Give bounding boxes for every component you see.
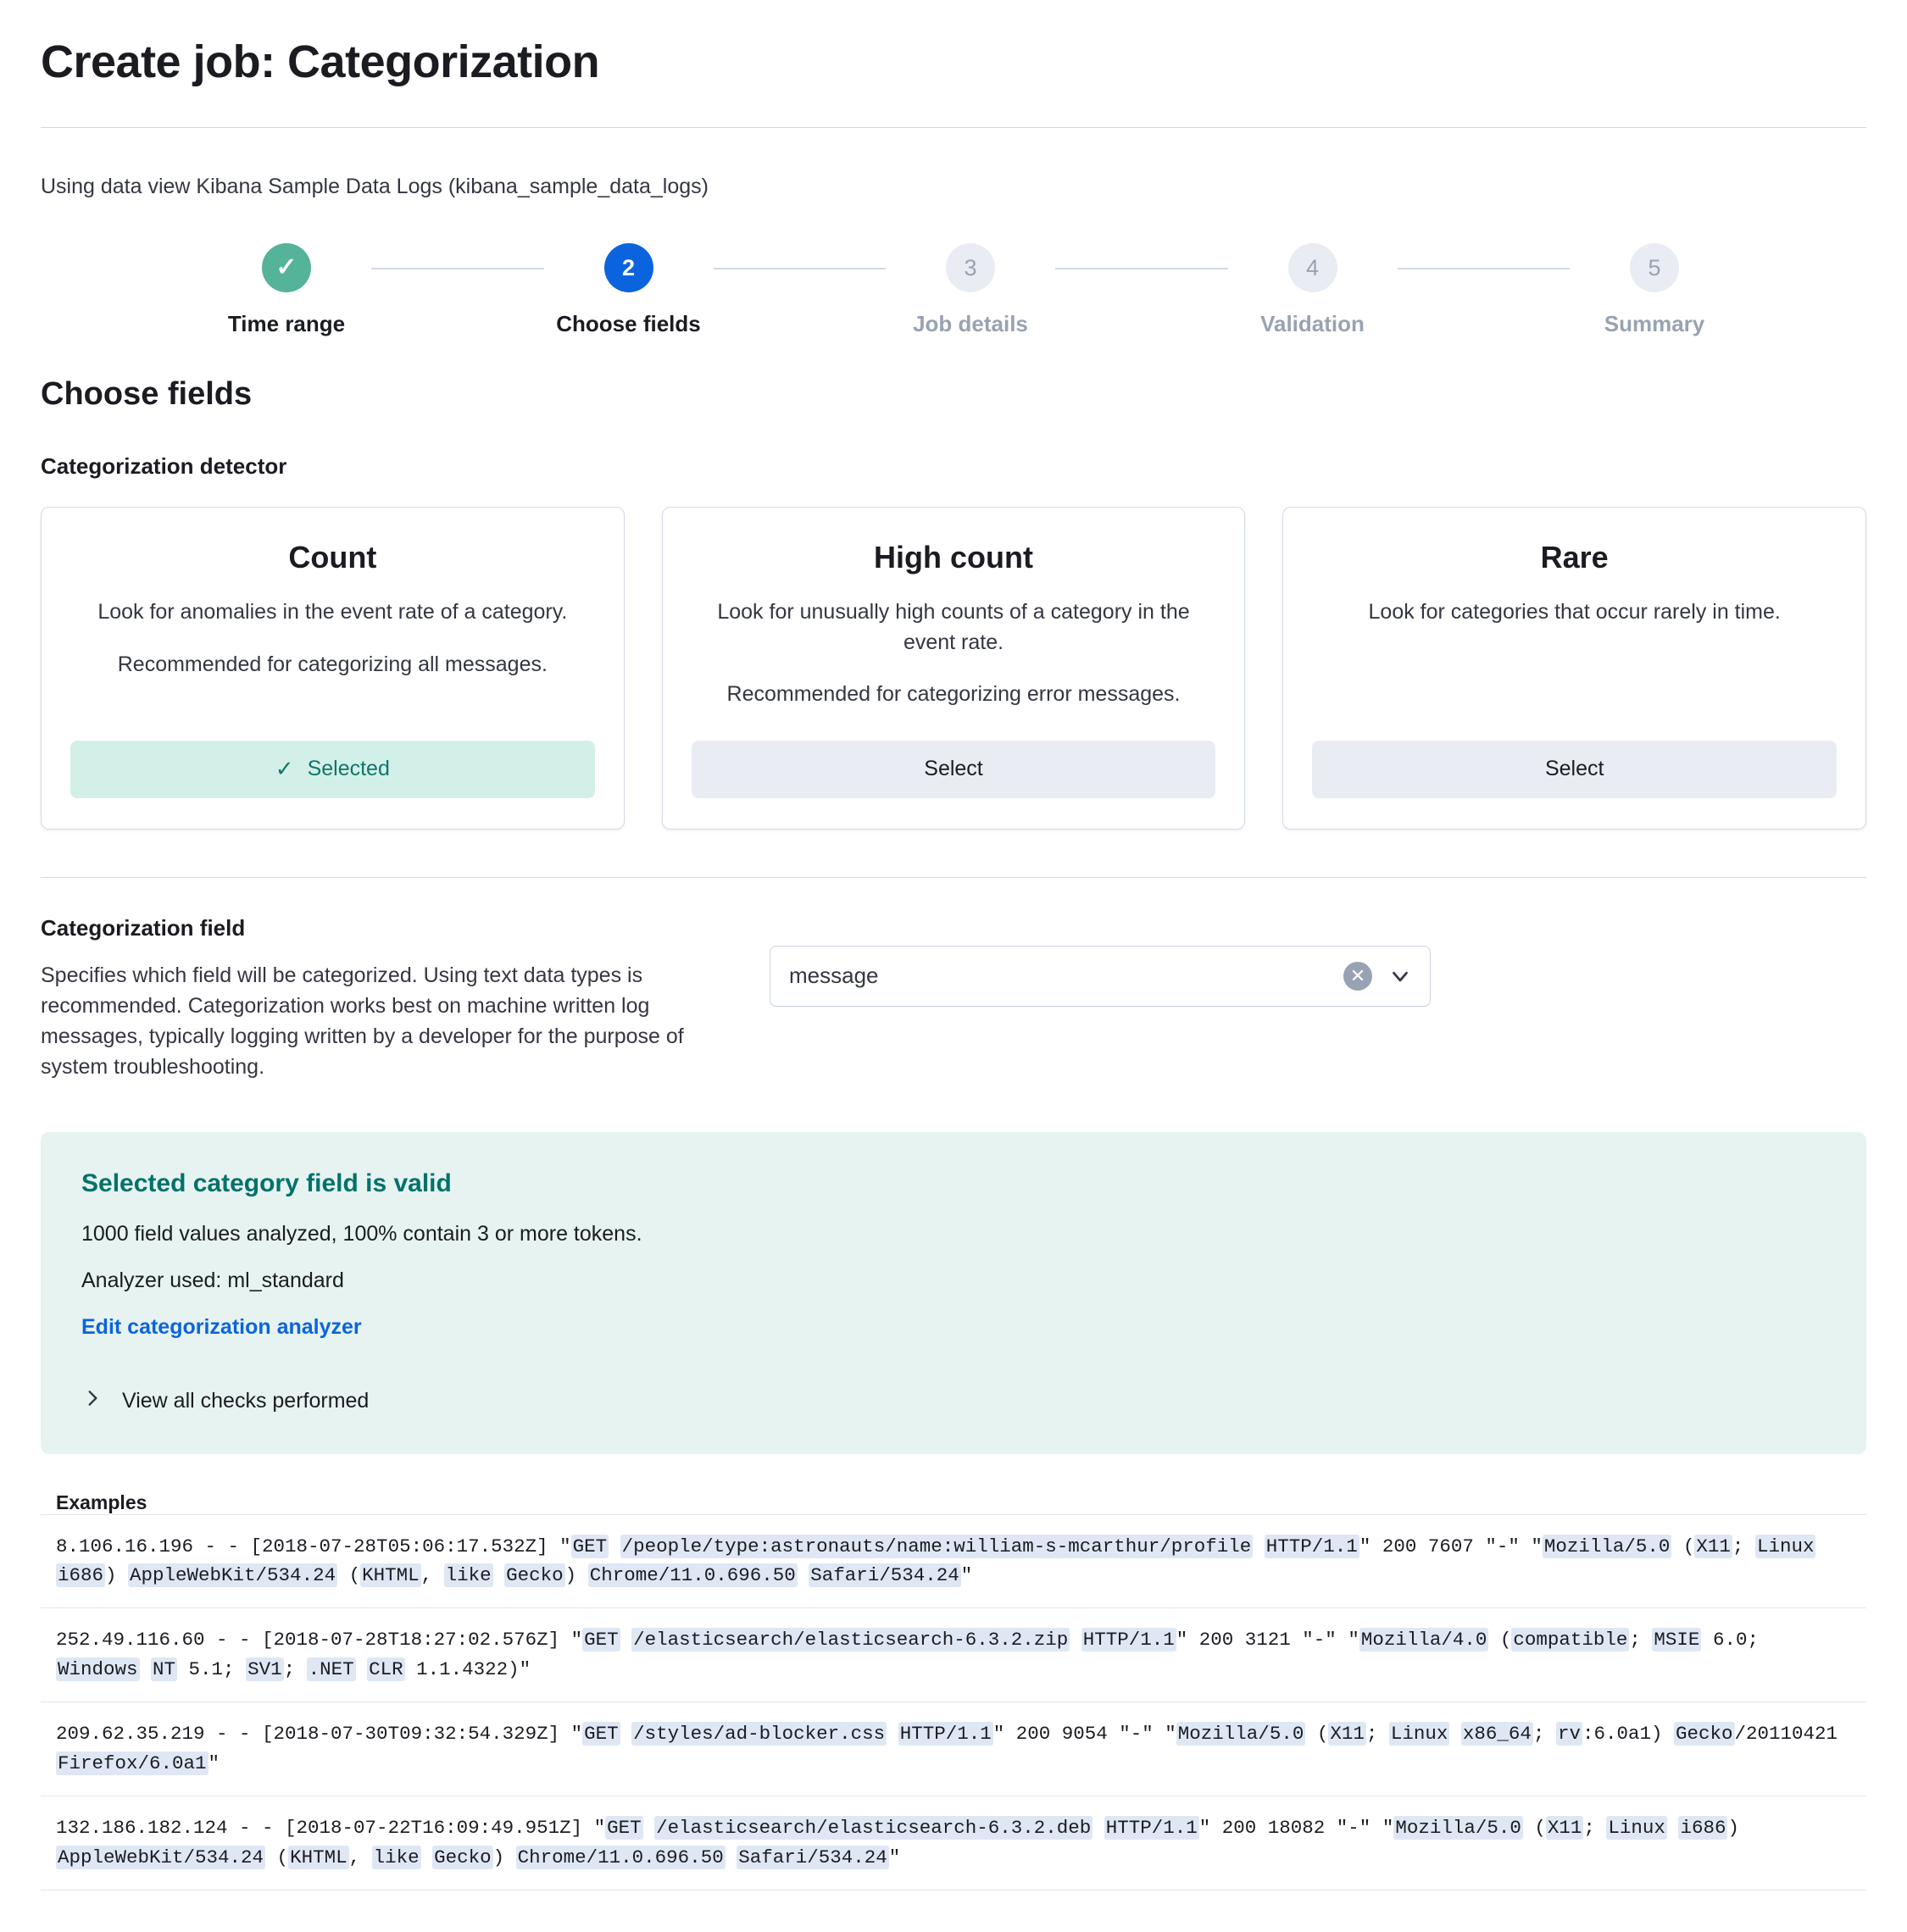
- example-row: 252.49.116.60 - - [2018-07-28T18:27:02.576Z] "GET /elasticsearch/elasticsearch-6.3.2.zip HTTP/1.1" 200 3121 "-" "Mozilla/4.0 (compatible; MSIE 6.0; Windows NT 5.1; SV1; .NET CLR 1.1.4322)": [41, 1607, 1866, 1702]
- detector-select-button-high-count[interactable]: [692, 741, 1216, 798]
- detector-card-rare[interactable]: [1282, 507, 1866, 830]
- detector-select-button-label: Select: [924, 757, 983, 780]
- detector-card-desc-1: Look for unusually high counts of a category in the event rate.: [717, 600, 1190, 654]
- step-choose-fields[interactable]: [544, 243, 714, 337]
- categorization-field-description-block: [41, 915, 719, 1083]
- step-2-circle: 2: [604, 243, 653, 292]
- categorization-field-title: Categorization field: [41, 914, 246, 941]
- step-5-circle: 5: [1630, 243, 1679, 292]
- step-time-range[interactable]: [202, 243, 371, 337]
- detector-card-title: Count: [288, 540, 377, 575]
- detector-card-count[interactable]: [41, 507, 625, 830]
- wizard-stepper: [41, 243, 1866, 337]
- validation-callout: [41, 1132, 1866, 1454]
- categorization-field-row: [41, 915, 1866, 1083]
- examples-list: [41, 1514, 1866, 1890]
- callout-line-2: Analyzer used: ml_standard: [81, 1268, 344, 1292]
- clear-icon[interactable]: ✕: [1343, 962, 1372, 991]
- section-title-choose-fields: Choose fields: [41, 376, 253, 412]
- view-all-checks-accordion[interactable]: [81, 1387, 1826, 1415]
- card-spacer: [1312, 650, 1837, 741]
- edit-categorization-analyzer-link[interactable]: Edit categorization analyzer: [81, 1314, 362, 1339]
- example-row: 209.62.35.219 - - [2018-07-30T09:32:54.329Z] "GET /styles/ad-blocker.css HTTP/1.1" 200 9054 "-" "Mozilla/5.0 (X11; Linux x86_64; rv:6.0a1) Gecko/20110421 Firefox/6.0a1": [41, 1702, 1866, 1796]
- step-3-label: Job details: [913, 311, 1028, 336]
- data-view-description: Using data view Kibana Sample Data Logs (kibana_sample_data_logs): [41, 175, 709, 198]
- header-divider: [41, 127, 1866, 128]
- detector-select-button-label: Select: [1544, 757, 1604, 780]
- check-icon: ✓: [275, 756, 294, 781]
- detector-card-list: [41, 507, 1866, 830]
- detector-card-high-count[interactable]: [662, 507, 1246, 830]
- step-connector-2: [714, 268, 887, 269]
- example-row: 8.106.16.196 - - [2018-07-28T05:06:17.532Z] "GET /people/type:astronauts/name:william-s-mcarthur/profile HTTP/1.1" 200 7607 "-" "Mozilla/5.0 (X11; Linux i686) AppleWebKit/534.24 (KHTML, like Gecko) Chrome/11.0.696.50 Safari/534.24": [41, 1514, 1866, 1608]
- step-connector-4: [1398, 268, 1571, 269]
- example-row: 132.186.182.124 - - [2018-07-22T16:09:49.951Z] "GET /elasticsearch/elasticsearch-6.3.2.deb HTTP/1.1" 200 18082 "-" "Mozilla/5.0 (X11; Linux i686) AppleWebKit/534.24 (KHTML, like Gecko) Chrome/11.0.696.50 Safari/534.24": [41, 1796, 1866, 1890]
- examples-label: Examples: [56, 1491, 147, 1513]
- card-spacer: [70, 702, 595, 741]
- subsection-categorization-detector: Categorization detector: [41, 453, 287, 479]
- step-connector-1: [371, 268, 544, 269]
- chevron-right-icon: [81, 1387, 103, 1415]
- detector-card-desc-2: Recommended for categorizing error messages.: [726, 682, 1181, 706]
- step-1-label: Time range: [227, 311, 346, 336]
- detector-select-button-label: Selected: [307, 757, 390, 780]
- categorization-field-control-block: [770, 915, 1431, 1083]
- section-divider: [41, 877, 1866, 878]
- detector-card-title: Rare: [1540, 540, 1609, 575]
- step-2-label: Choose fields: [556, 311, 701, 336]
- callout-line-1: 1000 field values analyzed, 100% contain 3 or more tokens.: [81, 1221, 642, 1246]
- detector-card-desc-1: Look for categories that occur rarely in time.: [1368, 600, 1781, 624]
- step-1-circle: [262, 243, 311, 292]
- callout-title: Selected category field is valid: [81, 1169, 452, 1197]
- step-4-circle: 4: [1288, 243, 1337, 292]
- detector-card-desc-1: Look for anomalies in the event rate of a category.: [97, 600, 568, 624]
- step-3-circle: 3: [946, 243, 995, 292]
- categorization-field-combobox[interactable]: [770, 946, 1431, 1007]
- detector-card-title: High count: [874, 540, 1033, 575]
- step-4-label: Validation: [1260, 311, 1365, 336]
- categorization-field-description: Specifies which field will be categorized. Using text data types is recommended. Categorization works best on machine written log messages, typically logging written by a developer for the purpose of system troubleshooting.: [41, 963, 684, 1080]
- card-spacer: [692, 732, 1216, 741]
- chevron-down-icon[interactable]: [1387, 963, 1413, 989]
- detector-select-button-count[interactable]: [70, 741, 595, 798]
- step-job-details[interactable]: [886, 243, 1055, 337]
- step-5-label: Summary: [1604, 311, 1705, 336]
- step-connector-3: [1055, 268, 1228, 269]
- categorization-field-value: message: [789, 963, 879, 988]
- create-job-page: [0, 36, 1907, 1890]
- detector-card-desc-2: Recommended for categorizing all messages.: [117, 652, 548, 676]
- detector-select-button-rare[interactable]: [1312, 741, 1837, 798]
- page-title: Create job: Categorization: [41, 36, 600, 87]
- step-validation[interactable]: [1228, 243, 1398, 337]
- step-summary[interactable]: [1570, 243, 1739, 337]
- view-all-checks-label: View all checks performed: [122, 1388, 370, 1413]
- check-icon: ✓: [275, 253, 297, 281]
